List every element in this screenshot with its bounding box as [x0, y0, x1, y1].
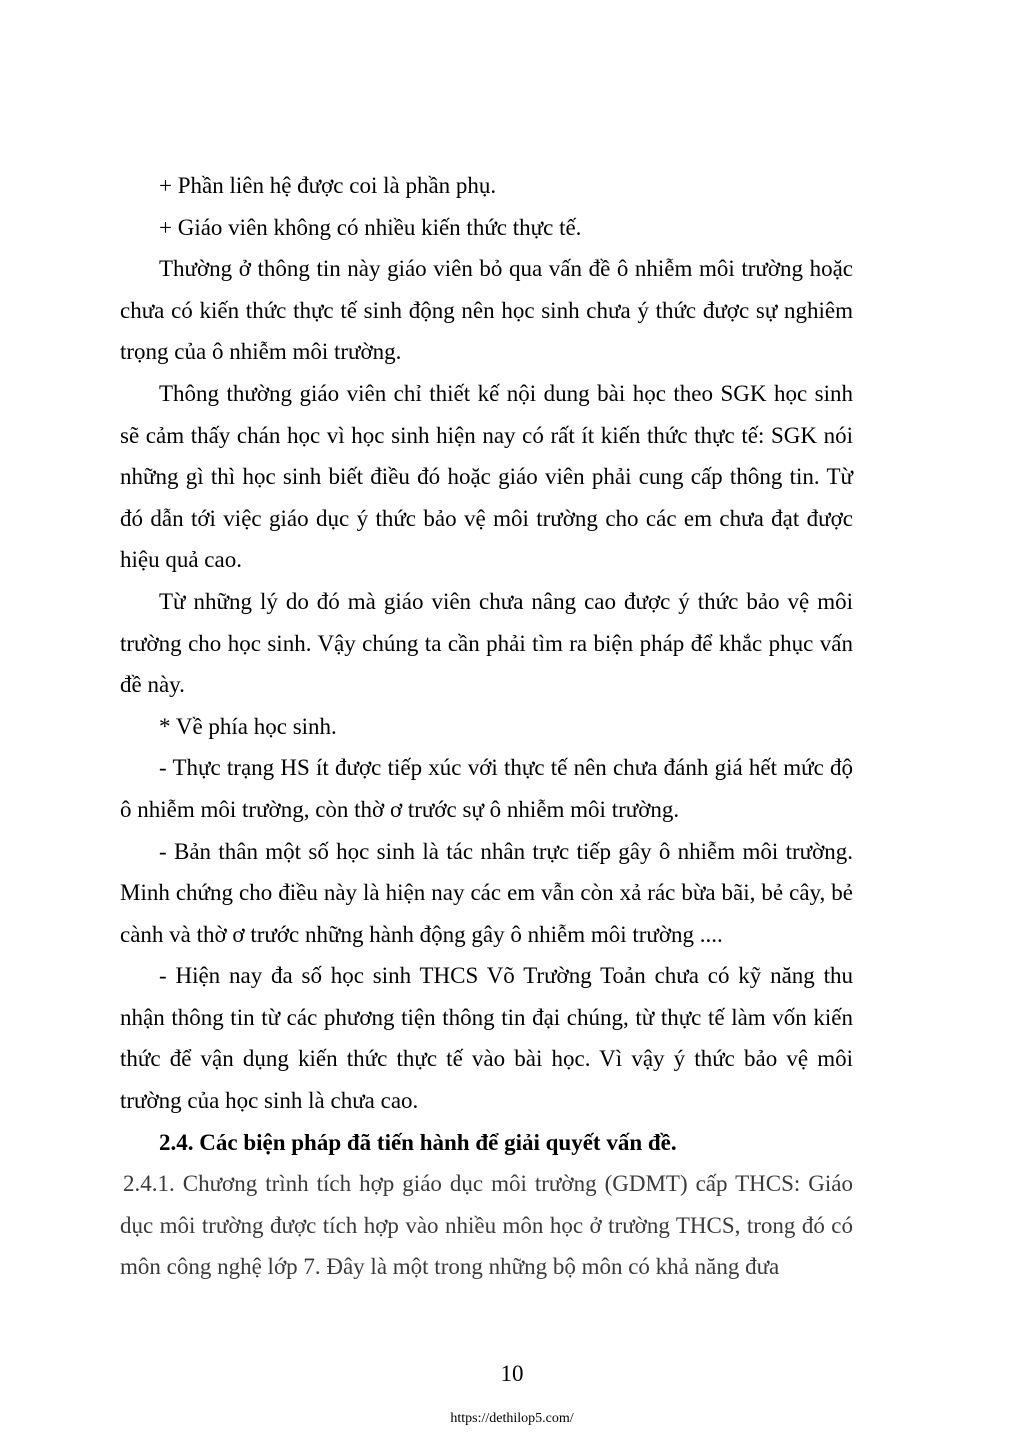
- footer-url[interactable]: https://dethilop5.com/: [450, 1411, 574, 1426]
- paragraph-2: + Giáo viên không có nhiều kiến thức thực tế.: [159, 214, 582, 240]
- paragraph-4: Thông thường giáo viên chỉ thiết kế nội dung bài học theo SGK học sinh sẽ cảm thấy chán học vì học sinh hiện nay có rất ít kiến thức thực tế: SGK nói những gì thì học sinh biết điều đó hoặc giáo viên phải cung cấp thông tin. Từ đó dẫn tới việc giáo dục ý thức bảo vệ môi trường cho các em chưa đạt được hiệu quả cao.: [120, 380, 853, 573]
- paragraph-7: - Thực trạng HS ít được tiếp xúc với thực tế nên chưa đánh giá hết mức độ ô nhiễm môi trường, còn thờ ơ trước sự ô nhiễm môi trường.: [120, 755, 853, 822]
- page-number: 10: [500, 1361, 524, 1386]
- paragraph-9: - Hiện nay đa số học sinh THCS Võ Trường Toản chưa có kỹ năng thu nhận thông tin từ các phương tiện thông tin đại chúng, từ thực tế làm vốn kiến thức để vận dụng kiến thức thực tế vào bài học. Vì vậy ý thức bảo vệ môi trường của học sinh là chưa cao.: [120, 963, 853, 1114]
- paragraph-1: + Phần liên hệ được coi là phần phụ.: [159, 173, 497, 198]
- paragraph-6: * Về phía học sinh.: [159, 713, 337, 739]
- section-paragraph: 2.4.1. Chương trình tích hợp giáo dục môi trường (GDMT) cấp THCS: Giáo dục môi trường được tích hợp vào nhiều môn học ở trường THCS, trong đó có môn công nghệ lớp 7. Đây là một trong những bộ môn có khả năng đưa: [120, 1171, 853, 1280]
- paragraph-5: Từ những lý do đó mà giáo viên chưa nâng cao được ý thức bảo vệ môi trường cho học sinh. Vậy chúng ta cần phải tìm ra biện pháp để khắc phục vấn đề này.: [120, 588, 853, 698]
- section-heading: 2.4. Các biện pháp đã tiến hành để giải quyết vấn đề.: [159, 1129, 677, 1155]
- paragraph-3: Thường ở thông tin này giáo viên bỏ qua vấn đề ô nhiễm môi trường hoặc chưa có kiến thức thực tế sinh động nên học sinh chưa ý thức được sự nghiêm trọng của ô nhiễm môi trường.: [120, 256, 853, 365]
- body-text: [120, 165, 853, 1288]
- paragraph-8: - Bản thân một số học sinh là tác nhân trực tiếp gây ô nhiễm môi trường. Minh chứng cho điều này là hiện nay các em vẫn còn xả rác bừa bãi, bẻ cây, bẻ cành và thờ ơ trước những hành động gây ô nhiễm môi trường ....: [120, 838, 853, 947]
